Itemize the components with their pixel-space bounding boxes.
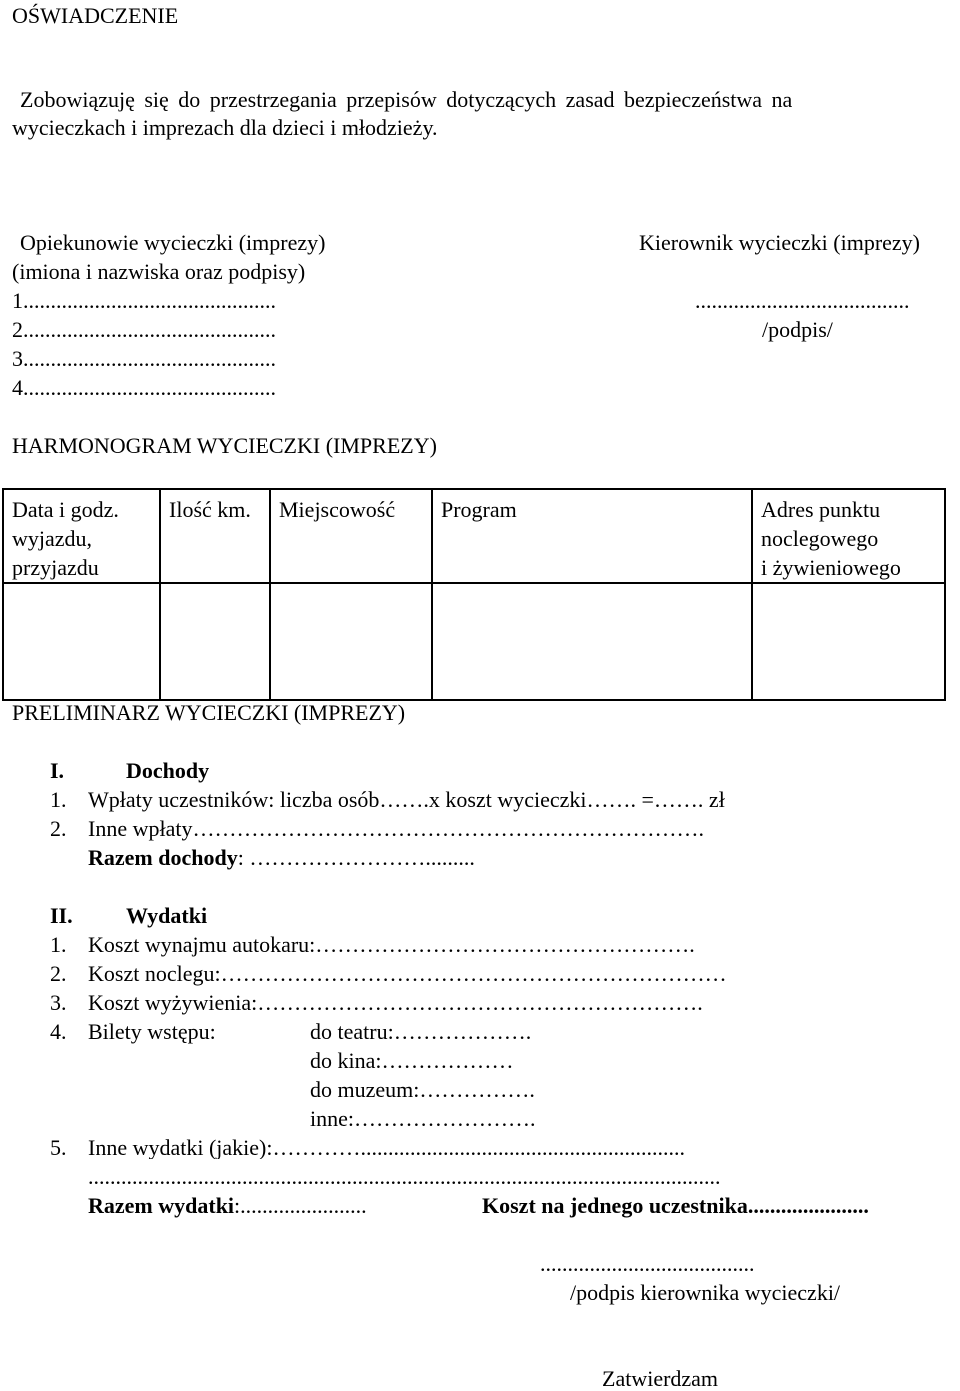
guardian-line-2: 2.............................................. — [12, 317, 276, 342]
schedule-empty-row — [3, 583, 945, 700]
expense-item-2: Koszt noclegu:…………………………………………………………… — [88, 961, 727, 986]
income-item-2: Inne wpłaty……………………………………………………………. — [88, 816, 704, 841]
cell-address[interactable] — [752, 583, 945, 700]
other-expenses-num: 5. — [50, 1135, 67, 1160]
tickets-cinema: do kina:……………… — [310, 1048, 514, 1073]
approval-label: Zatwierdzam — [602, 1366, 719, 1391]
tickets-museum: do muzeum:……………. — [310, 1077, 535, 1102]
col-date: Data i godz. wyjazdu, przyjazdu — [3, 489, 160, 583]
leader-signature-label: /podpis/ — [762, 317, 833, 342]
schedule-header-row — [3, 489, 945, 583]
expense-item-3-num: 3. — [50, 990, 67, 1015]
col-address: Adres punktu noclegowego i żywieniowego — [752, 489, 945, 583]
cell-program[interactable] — [432, 583, 752, 700]
cell-km[interactable] — [160, 583, 270, 700]
guardians-subheading: (imiona i nazwiska oraz podpisy) — [12, 259, 306, 284]
cell-date[interactable] — [3, 583, 160, 700]
expenses-number: II. — [50, 903, 73, 928]
tickets-theatre: do teatru:………………. — [310, 1019, 532, 1044]
leader-final-signature-line: ....................................... — [540, 1251, 755, 1276]
statement-line-1: Zobowiązuję się do przestrzegania przepisów dotyczących zasad bezpieczeństwa na — [20, 87, 793, 112]
income-item-1: Wpłaty uczestników: liczba osób…….x koszt wycieczki……. =……. zł — [88, 787, 725, 812]
leader-heading: Kierownik wycieczki (imprezy) — [639, 230, 920, 255]
col-place: Miejscowość — [270, 489, 432, 583]
other-expenses: Inne wydatki (jakie):…………........................................................... — [88, 1137, 685, 1159]
tickets-other: inne:……………………. — [310, 1106, 536, 1131]
other-expenses-continuation: ................................................................................................................... — [88, 1166, 721, 1188]
guardians-heading: Opiekunowie wycieczki (imprezy) — [20, 230, 326, 255]
cell-place[interactable] — [270, 583, 432, 700]
document-title: OŚWIADCZENIE — [12, 3, 179, 28]
schedule-heading: HARMONOGRAM WYCIECZKI (IMPREZY) — [12, 433, 437, 458]
schedule-table — [2, 488, 946, 701]
guardian-line-4: 4.............................................. — [12, 375, 276, 400]
expense-item-3: Koszt wyżywienia:……………………………………………………. — [88, 990, 703, 1015]
expenses-total: Razem wydatki:....................... — [88, 1193, 367, 1218]
cost-per-participant: Koszt na jednego uczestnika...................... — [482, 1193, 869, 1218]
col-program: Program — [432, 489, 752, 583]
income-title: Dochody — [126, 758, 210, 783]
statement-line-2: wycieczkach i imprezach dla dzieci i młodzieży. — [12, 115, 438, 140]
col-km: Ilość km. — [160, 489, 270, 583]
budget-heading: PRELIMINARZ WYCIECZKI (IMPREZY) — [12, 700, 406, 725]
expense-item-1: Koszt wynajmu autokaru:……………………………………………. — [88, 932, 695, 957]
tickets-num: 4. — [50, 1019, 67, 1044]
leader-final-signature-label: /podpis kierownika wycieczki/ — [570, 1280, 841, 1305]
tickets-label: Bilety wstępu: — [88, 1019, 216, 1044]
expense-item-2-num: 2. — [50, 961, 67, 986]
guardian-line-1: 1.............................................. — [12, 288, 276, 313]
income-total: Razem dochody: ……………………......... — [88, 845, 475, 870]
income-item-1-num: 1. — [50, 787, 67, 812]
income-item-2-num: 2. — [50, 816, 67, 841]
guardian-line-3: 3.............................................. — [12, 346, 276, 371]
expense-item-1-num: 1. — [50, 932, 67, 957]
income-number: I. — [50, 758, 65, 783]
expenses-title: Wydatki — [126, 903, 208, 928]
leader-signature-line: ....................................... — [695, 288, 910, 313]
